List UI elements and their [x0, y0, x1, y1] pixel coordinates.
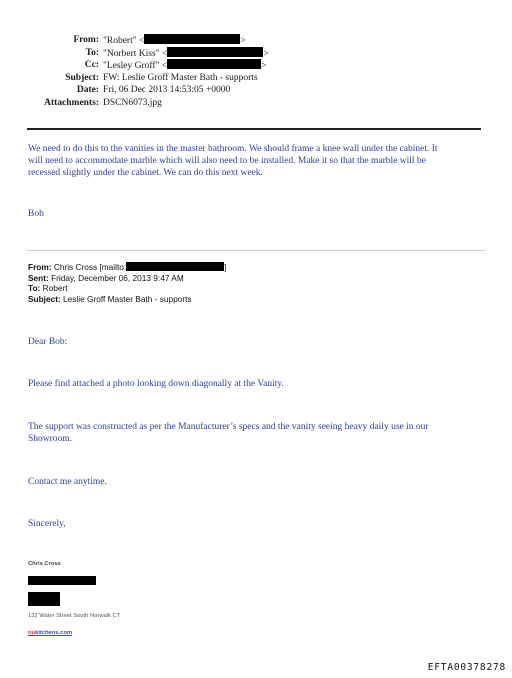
body-signoff: Bob — [28, 209, 44, 219]
signature-redaction-bar — [28, 576, 96, 585]
signature-redaction-block — [28, 592, 60, 606]
signature-website-link[interactable] — [28, 630, 72, 636]
header-to-label: To: — [85, 47, 99, 58]
fwd-to-label: To: — [28, 283, 41, 294]
header-cc-text: "Lesley Groff" < — [103, 61, 168, 72]
message-closing: Sincerely, — [28, 519, 66, 529]
header-from-label: From: — [73, 35, 99, 45]
fwd-subject-label: Subject: — [28, 293, 61, 304]
header-cc-row — [0, 59, 512, 72]
fwd-from-close: ] — [224, 262, 227, 272]
redaction-bar — [144, 34, 240, 44]
header-date-row — [0, 84, 512, 97]
redaction-bar — [126, 262, 227, 272]
header-to-close: > — [263, 48, 269, 59]
header-attachments-value[interactable]: DSCN6073.jpg — [103, 97, 162, 108]
header-to-row — [0, 47, 512, 60]
header-cc-value — [103, 59, 266, 73]
fwd-sent-label: Sent: — [28, 272, 49, 283]
forward-divider — [27, 250, 485, 251]
header-to-value — [103, 47, 269, 61]
message-paragraph-2-line-2: Showroom. — [28, 434, 73, 444]
fwd-subject-row — [28, 294, 227, 305]
header-to-text: "Norbert Kiss" < — [103, 48, 168, 59]
forwarded-header — [28, 262, 227, 304]
redaction-bar — [167, 47, 263, 57]
body-line-1: We need to do this to the vanities in the master bathroom. We should frame a knee wall under the cabinet. It — [28, 144, 438, 154]
fwd-from-row — [28, 262, 227, 273]
message-greeting: Dear Bob: — [28, 337, 68, 347]
header-date-value: Fri, 06 Dec 2013 14:53:05 +0000 — [103, 85, 231, 96]
header-divider — [27, 128, 481, 130]
fwd-to-value: Robert — [42, 283, 68, 294]
message-paragraph-3: Contact me anytime. — [28, 477, 107, 487]
signature-link-rest: kitchens.com — [35, 630, 73, 636]
header-from-row — [0, 34, 512, 47]
header-subject-row — [0, 72, 512, 85]
header-date-label: Date: — [76, 85, 99, 96]
email-header — [0, 34, 512, 110]
header-attachments-label: Attachments: — [44, 97, 99, 108]
fwd-from-label: From: — [28, 262, 52, 272]
header-from-value — [103, 34, 246, 48]
fwd-from-value: Chris Cross [mailto: — [53, 262, 127, 272]
signature-link-prefix: nu — [28, 630, 36, 636]
signature-address: 132 Water Street South Norwalk CT — [28, 613, 121, 619]
body-line-3: recessed slightly under the cabinet. We can do this next week. — [28, 168, 263, 178]
message-paragraph-2-line-1: The support was constructed as per the Manufacturer’s specs and the vanity seeing heavy daily use in our — [28, 422, 429, 432]
body-line-2: will need to accommodate marble which will also need to be installed. Make it so that the marble will be — [28, 156, 426, 166]
signature-name: Chris Cross — [28, 561, 61, 567]
header-subject-value: FW: Leslie Groff Master Bath - supports — [103, 72, 258, 83]
header-subject-label: Subject: — [65, 72, 99, 83]
header-attachments-row — [0, 97, 512, 110]
fwd-sent-row — [28, 273, 227, 284]
redaction-bar — [167, 59, 261, 69]
header-cc-label: Cc: — [84, 60, 99, 71]
fwd-to-row — [28, 283, 227, 294]
bates-number: EFTA00378278 — [427, 662, 506, 673]
fwd-subject-value: Leslie Groff Master Bath - supports — [63, 293, 192, 304]
fwd-sent-value: Friday, December 06, 2013 9:47 AM — [51, 272, 184, 283]
header-from-text: "Robert" < — [103, 36, 145, 46]
header-cc-close: > — [261, 61, 267, 72]
message-paragraph-1: Please find attached a photo looking down diagonally at the Vanity. — [28, 379, 284, 389]
header-from-close: > — [240, 36, 246, 46]
